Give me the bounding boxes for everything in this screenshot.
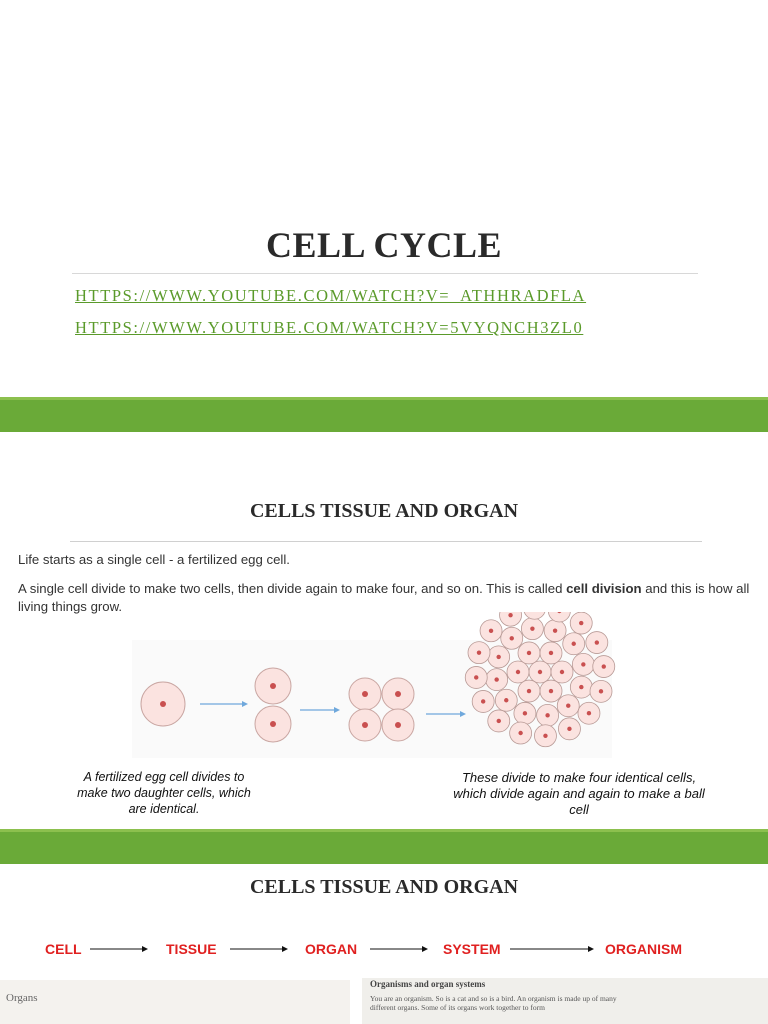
youtube-link-2[interactable]: HTTPS://WWW.YOUTUBE.COM/WATCH?V=5VYQNCH3ZL0 [75,318,584,337]
flow-step-organ: ORGAN [305,941,358,957]
slide-separator-band [0,832,768,864]
caption-two-daughter-cells: A fertilized egg cell divides to make two daughter cells, which are identical. [77,770,251,816]
title-divider [72,273,698,274]
cluster-cell-nucleus [538,670,542,674]
slide-title-cells-tissue-organ: CELLS TISSUE AND ORGAN [249,500,519,522]
scan-heading-organs: Organs [6,992,38,1004]
paragraph-text-end: and this is how all living things grow. [18,581,750,614]
cluster-cell-nucleus [523,711,527,715]
scan-body-text: You are an organism. So is a cat and so is a bird. An organism is made up of many different organs. Some of its organs work together to form [370,994,617,1012]
cluster-cell-nucleus [560,670,564,674]
flow-step-cell: CELL [45,941,82,957]
textbook-scan-right [362,978,768,1024]
cluster-cell-nucleus [497,719,501,723]
cluster-cell-nucleus [549,689,553,693]
cluster-cell [524,612,546,619]
cluster-cell-nucleus [572,642,576,646]
arrow-right-icon [510,942,594,956]
arrow-right-icon [90,942,148,956]
cluster-cell-nucleus [477,650,481,654]
textbook-scan-left [0,980,350,1024]
arrow-right-icon [370,942,428,956]
cluster-cell-nucleus [587,711,591,715]
flow-step-organism: ORGANISM [605,941,682,957]
cluster-cell-nucleus [543,734,547,738]
flow-step-system: SYSTEM [443,941,501,957]
cell-division-term: cell division [566,581,642,596]
cluster-cell-nucleus [516,670,520,674]
caption-ball-cell: These divide to make four identical cells, which divide again and again to make a ball cell [453,770,705,817]
cluster-cell-nucleus [527,651,531,655]
cluster-cell-nucleus [508,613,512,617]
flow-step-tissue: TISSUE [166,941,217,957]
cluster-cell-nucleus [567,727,571,731]
cell-division-illustration [128,612,618,762]
cluster-cell-nucleus [549,651,553,655]
arrow-right-icon [230,942,288,956]
cluster-cell-nucleus [530,626,534,630]
cluster-cell-nucleus [579,685,583,689]
cluster-cell-nucleus [566,704,570,708]
cluster-cell-nucleus [481,699,485,703]
cluster-cell-nucleus [553,628,557,632]
cluster-cell-nucleus [545,713,549,717]
paragraph-text-start: A single cell divide to make two cells, then divide again to make four, and so on. This is called [18,581,567,596]
cluster-cell-nucleus [489,629,493,633]
single-egg-cell [141,682,185,726]
slide-title-cell-cycle: CELL CYCLE [265,225,503,265]
cluster-cell-nucleus [510,636,514,640]
cluster-cell-nucleus [595,640,599,644]
cluster-cell-nucleus [581,662,585,666]
cluster-cell-nucleus [496,655,500,659]
cell-division-paragraph [18,580,758,616]
cluster-cell-nucleus [599,689,603,693]
cluster-cell-nucleus [579,621,583,625]
cluster-cell-nucleus [602,664,606,668]
cluster-cell-nucleus [527,689,531,693]
cluster-cell-nucleus [494,677,498,681]
slide-separator-band [0,400,768,432]
scan-heading-organ-systems: Organisms and organ systems [370,979,486,989]
cluster-cell-nucleus [518,731,522,735]
slide-title-cells-tissue-organ: CELLS TISSUE AND ORGAN [249,876,519,898]
intro-paragraph: Life starts as a single cell - a fertilized egg cell. [18,552,290,567]
youtube-link-1[interactable]: HTTPS://WWW.YOUTUBE.COM/WATCH?V=_ATHHRADFLA [75,286,587,305]
cluster-cell-nucleus [504,698,508,702]
cluster-cell-nucleus [474,675,478,679]
title-divider [70,541,702,542]
